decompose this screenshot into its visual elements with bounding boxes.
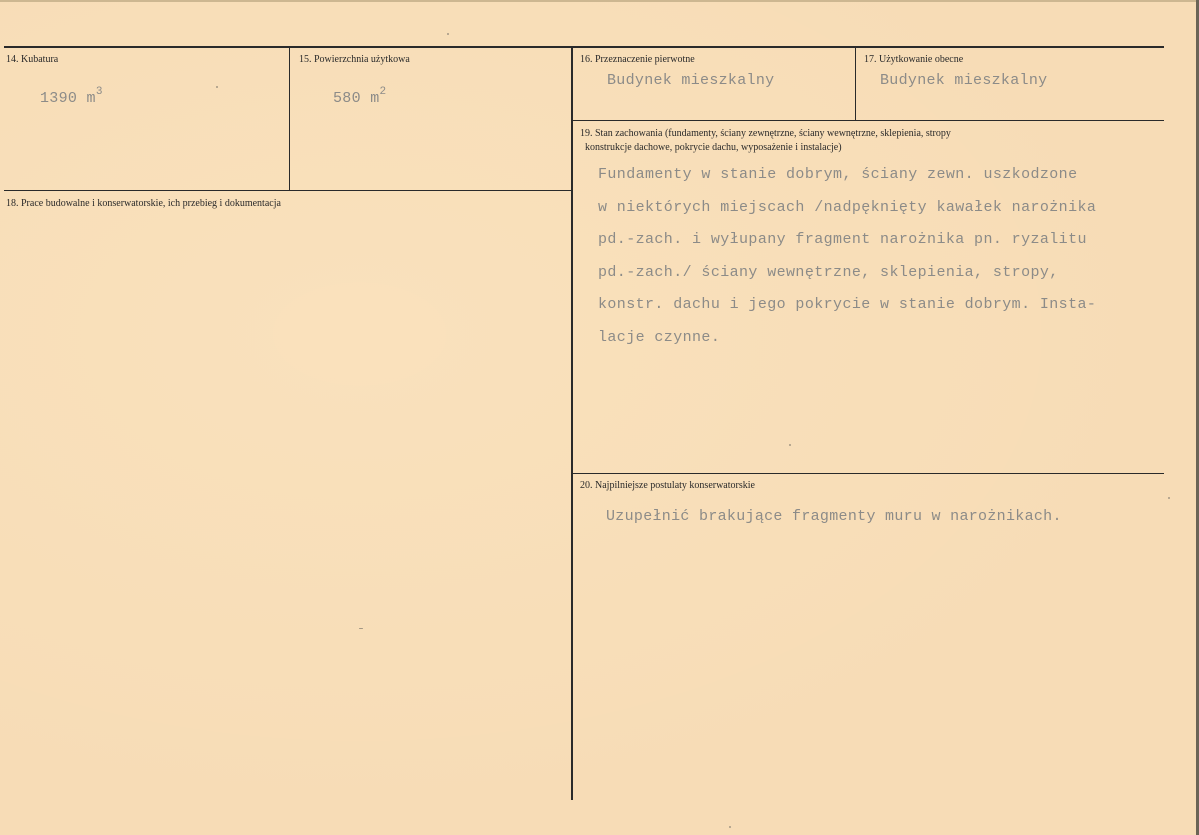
field-15-label: 15. Powierzchnia użytkowa xyxy=(299,54,410,65)
main-vertical-divider xyxy=(571,47,573,800)
field-19-line: pd.-zach. i wyłupany fragment narożnika pn. ryzalitu xyxy=(598,231,1087,248)
field-15-number: 580 m xyxy=(333,90,380,107)
paper-speck xyxy=(1168,497,1170,499)
card-top-edge xyxy=(0,0,1199,2)
field-19-line: w niektórych miejscach /nadpęknięty kawałek narożnika xyxy=(598,198,1097,216)
field-19-line: lacje czynne. xyxy=(598,328,721,346)
field-14-label: 14. Kubatura xyxy=(6,54,59,65)
field-19-label-line-2: konstrukcje dachowe, pokrycie dachu, wyposażenie i instalacje) xyxy=(585,142,842,153)
field-15-value xyxy=(333,86,387,107)
field-20-value: Uzupełnić brakujące fragmenty muru w narożnikach. xyxy=(606,508,1062,525)
field-19-label-line-1: 19. Stan zachowania (fundamenty, ściany zewnętrzne, ściany wewnętrzne, sklepienia, stropy xyxy=(580,128,951,139)
field-16-value: Budynek mieszkalny xyxy=(607,72,775,89)
divider-16-17 xyxy=(855,47,856,120)
field-16-label: 16. Przeznaczenie pierwotne xyxy=(580,54,695,65)
field-14-exponent: 3 xyxy=(95,86,103,98)
field-19-line: pd.-zach./ ściany wewnętrzne, sklepienia, stropy, xyxy=(598,263,1059,281)
field-14-number: 1390 m xyxy=(40,90,96,107)
paper-speck xyxy=(789,444,791,446)
rule-under-19 xyxy=(572,473,1164,474)
paper-speck xyxy=(447,33,449,35)
field-17-value: Budynek mieszkalny xyxy=(880,72,1048,89)
paper-speck xyxy=(216,86,218,88)
top-rule xyxy=(4,46,1164,48)
field-14-value xyxy=(40,86,103,107)
field-19-line: Fundamenty w stanie dobrym, ściany zewn. uszkodzone xyxy=(598,166,1078,183)
rule-under-14-15 xyxy=(4,190,572,191)
field-15-exponent: 2 xyxy=(379,86,387,98)
field-19-text xyxy=(598,165,1096,360)
field-17-label: 17. Użytkowanie obecne xyxy=(864,54,964,65)
divider-14-15 xyxy=(289,47,290,190)
field-20-label: 20. Najpilniejsze postulaty konserwatorskie xyxy=(580,480,755,491)
rule-under-16-17 xyxy=(572,120,1164,121)
paper-speck xyxy=(729,826,731,828)
paper-speck xyxy=(359,628,363,629)
field-18-label: 18. Prace budowalne i konserwatorskie, ich przebieg i dokumentacja xyxy=(6,198,281,209)
field-19-line: konstr. dachu i jego pokrycie w stanie dobrym. Insta- xyxy=(598,296,1097,313)
